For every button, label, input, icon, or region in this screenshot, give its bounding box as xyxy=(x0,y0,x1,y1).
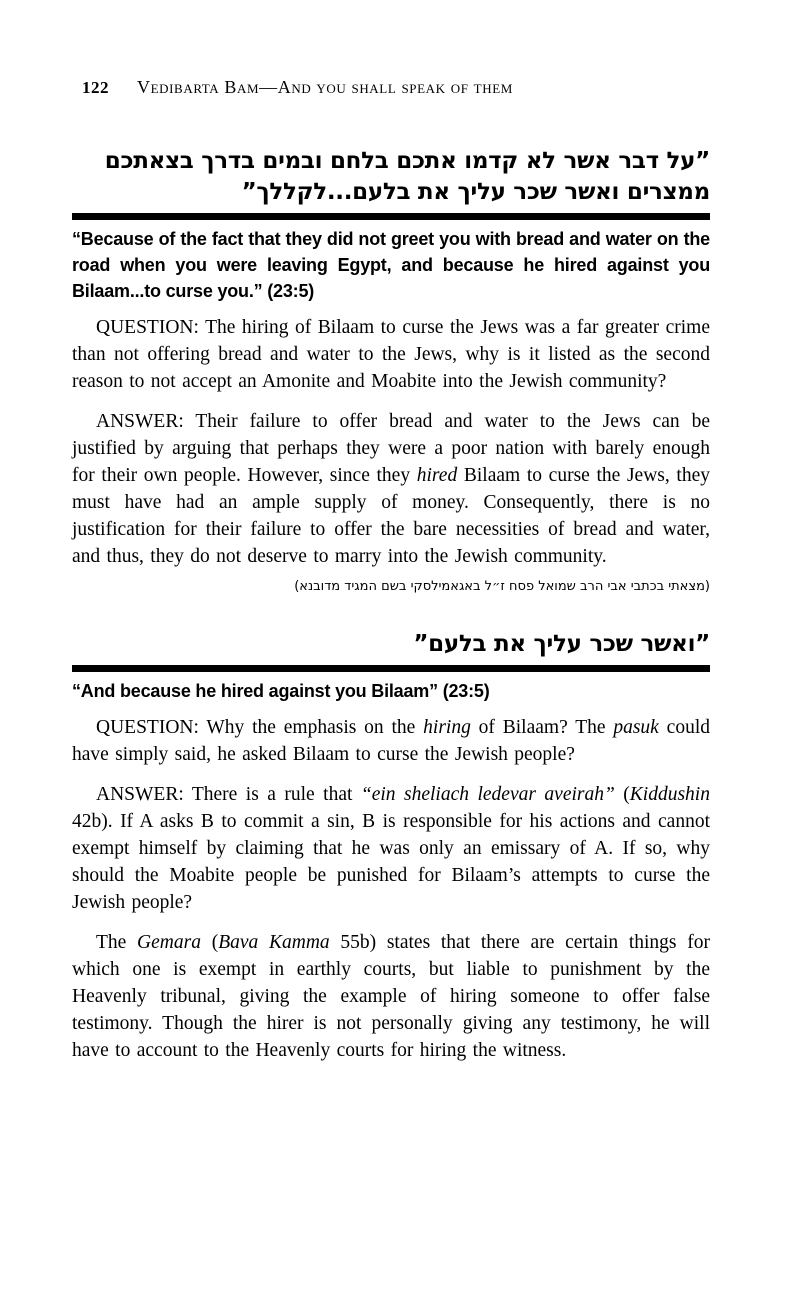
question-paragraph: QUESTION: The hiring of Bilaam to curse the Jews was a far greater crime than not offering bread and water to the Jews, why is it listed as the second reason to not accept an Amonite and Moabite into the Jewish community? xyxy=(72,317,710,392)
hebrew-verse-line: ”ואשר שכר עליך את בלעם” xyxy=(413,631,710,657)
hebrew-verse-line: ”על דבר אשר לא קדמו אתכם בלחם ובמים בדרך בצאתכם xyxy=(104,148,710,174)
section-hired-bilaam xyxy=(72,629,710,1064)
hebrew-verse-line: ממצרים ואשר שכר עליך את בלעם...לקללך” xyxy=(241,179,710,205)
book-title: Vedibarta Bam—And you shall speak of them xyxy=(137,77,513,97)
section-bread-and-water xyxy=(72,146,710,597)
divider-bar xyxy=(72,665,710,672)
verse-translation: “Because of the fact that they did not greet you with bread and water on the road when you were leaving Egypt, and because he hired against you Bilaam...to curse you.” (23:5) xyxy=(72,229,710,301)
page-header xyxy=(72,76,710,99)
divider-bar xyxy=(72,213,710,220)
hebrew-verse-heading xyxy=(72,629,710,660)
hebrew-verse-heading xyxy=(72,146,710,208)
source-attribution: (מצאתי בכתבי אבי הרב שמואל פסח ז״ל באגאמילסקי בשם המגיד מדובנא) xyxy=(294,579,710,594)
verse-translation: “And because he hired against you Bilaam” (23:5) xyxy=(72,681,490,701)
gemara-paragraph: The Gemara (Bava Kamma 55b) states that there are certain things for which one is exempt in earthly courts, but liable to punishment by the Heavenly tribunal, giving the example of hiring someone to offer false testimony. Though the hirer is not personally giving any testimony, he will have to account to the Heavenly courts for hiring the witness. xyxy=(72,932,710,1061)
answer-paragraph: ANSWER: There is a rule that “ein sheliach ledevar aveirah” (Kiddushin 42b). If A asks B to commit a sin, B is responsible for his actions and cannot exempt himself by claiming that he was only an emissary of A. If so, why should the Moabite people be punished for Bilaam’s attempts to curse the Jewish people? xyxy=(72,784,710,913)
answer-paragraph: ANSWER: Their failure to offer bread and water to the Jews can be justified by arguing that perhaps they were a poor nation with barely enough for their own people. However, since they hired Bilaam to curse the Jews, they must have had an ample supply of money. Consequently, there is no justification for their failure to offer the bare necessities of bread and water, and thus, they do not deserve to marry into the Jewish community. xyxy=(72,411,710,567)
page-number: 122 xyxy=(82,78,109,97)
question-paragraph: QUESTION: Why the emphasis on the hiring of Bilaam? The pasuk could have simply said, he asked Bilaam to curse the Jewish people? xyxy=(72,717,710,765)
